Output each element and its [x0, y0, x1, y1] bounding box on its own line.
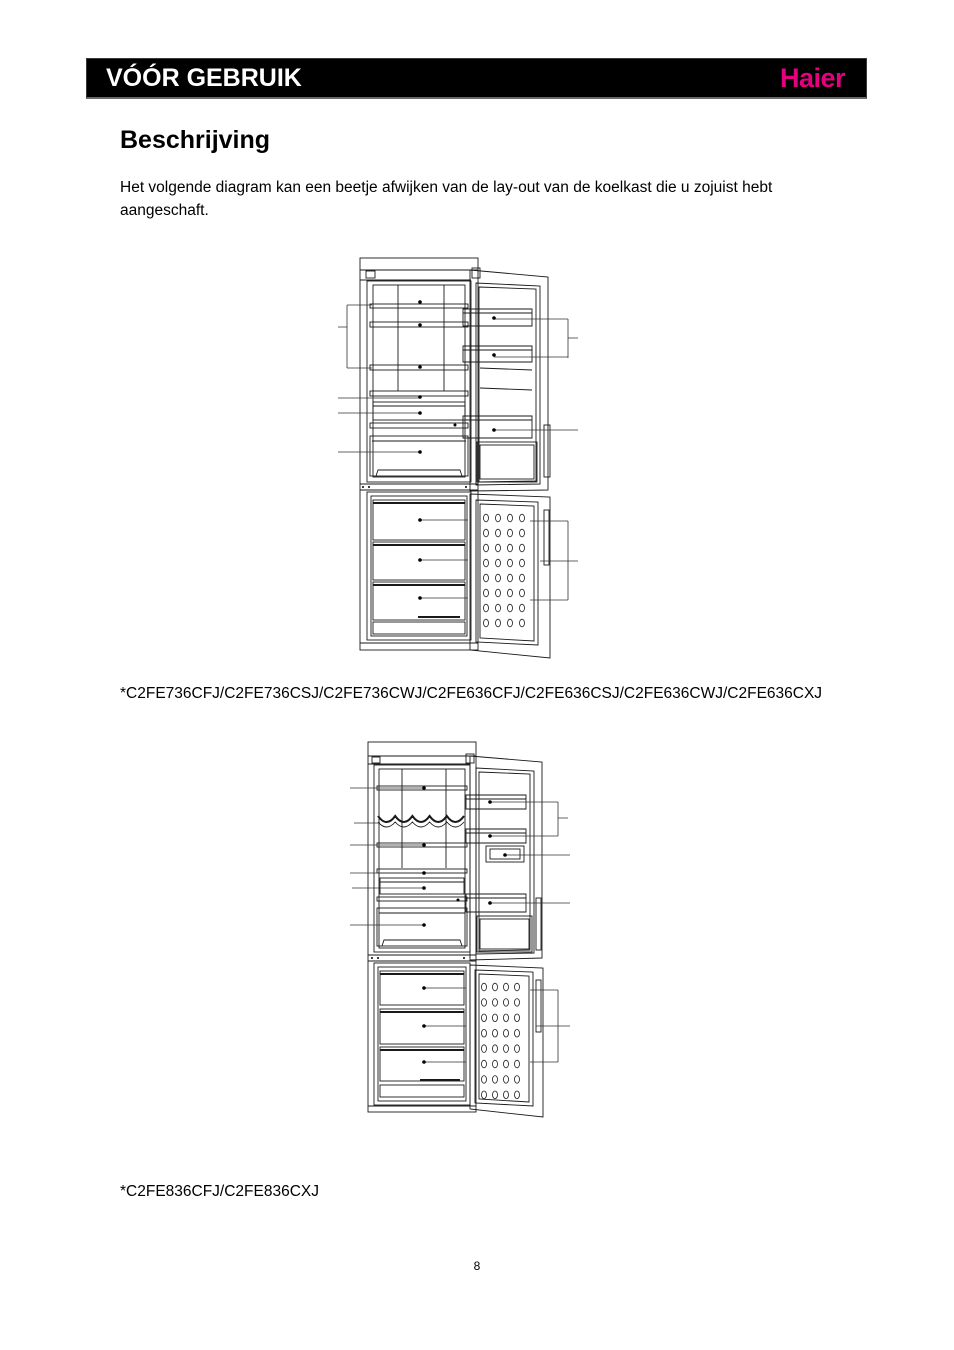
door-panel-oval	[520, 559, 525, 567]
crisper-cover	[370, 423, 468, 428]
door-panel-oval	[515, 999, 520, 1007]
freezer-drawer	[380, 1047, 464, 1081]
cabinet-outline	[360, 258, 478, 650]
door-panel-oval	[484, 559, 489, 567]
crisper-cover	[377, 897, 467, 901]
compartment-divider	[360, 484, 478, 490]
door-panel-oval	[482, 999, 487, 1007]
fridge-cavity	[374, 765, 470, 952]
door-panel-oval	[493, 983, 498, 991]
door-panel-oval	[508, 574, 513, 582]
door-panel-oval	[484, 514, 489, 522]
door-panel-oval	[515, 1091, 520, 1099]
freezer-compartment	[360, 492, 478, 643]
door-panel-oval	[515, 1029, 520, 1037]
freezer-drawer	[380, 1009, 464, 1044]
door-bin	[463, 309, 532, 326]
door-panel-oval	[496, 544, 501, 552]
door-panel-oval	[508, 559, 513, 567]
callout-dots	[422, 786, 507, 1064]
door-panel-oval	[515, 1076, 520, 1084]
door-panel-oval	[504, 1060, 509, 1068]
door-panel-oval	[508, 529, 513, 537]
chiller-drawer	[373, 402, 465, 420]
fridge-diagram-1	[330, 250, 590, 665]
door-panel-oval	[482, 1060, 487, 1068]
freezer-door	[470, 965, 543, 1117]
door-panel-oval	[496, 514, 501, 522]
door-panel-oval	[520, 514, 525, 522]
door-panel-oval	[484, 574, 489, 582]
callout-lines	[350, 788, 570, 1062]
page-number: 8	[473, 1259, 481, 1273]
door-panel-oval	[482, 983, 487, 991]
door-panel-oval	[496, 529, 501, 537]
door-panel-oval	[520, 604, 525, 612]
cabinet-body	[368, 742, 476, 1112]
door-panel-oval	[504, 999, 509, 1007]
glass-shelf	[370, 304, 468, 308]
fridge-shelves	[370, 304, 468, 476]
door-panel-oval	[484, 589, 489, 597]
door-panel-oval	[496, 589, 501, 597]
control-panel	[372, 757, 380, 763]
haier-logo: Haier	[779, 63, 845, 93]
cabinet-outline	[368, 742, 476, 1112]
door-panel-oval	[520, 544, 525, 552]
header-bar	[86, 58, 867, 99]
door-panel-oval	[504, 1029, 509, 1037]
door-panel-oval	[493, 1014, 498, 1022]
door-panel-oval	[496, 574, 501, 582]
door-panel-oval	[496, 604, 501, 612]
figure-caption-2: *C2FE836CFJ/C2FE836CXJ	[120, 1183, 319, 1200]
callout-dots	[418, 300, 496, 600]
freezer-door	[470, 494, 550, 658]
freezer-bottom-drawer	[373, 622, 465, 634]
section-title: Beschrijving	[120, 126, 271, 154]
freezer-door-ovals	[484, 514, 525, 627]
door-panel-oval	[504, 1091, 509, 1099]
door-bin	[463, 346, 532, 362]
hinge	[472, 268, 480, 278]
intro-paragraph: Het volgende diagram kan een beetje afwijken van de lay-out van de koelkast die u zojuist hebt aangeschaft.	[120, 179, 773, 219]
door-panel-oval	[482, 1091, 487, 1099]
door-panel-oval	[484, 619, 489, 627]
freezer-drawer	[373, 582, 465, 620]
door-panel-oval	[520, 574, 525, 582]
fridge-door	[466, 756, 542, 960]
chiller-drawer	[380, 878, 464, 894]
door-panel-oval	[520, 529, 525, 537]
door-panel-oval	[482, 1045, 487, 1053]
door-panel-oval	[508, 604, 513, 612]
glass-shelf	[377, 869, 467, 873]
control-panel	[366, 271, 375, 278]
door-panel-oval	[508, 514, 513, 522]
door-panel-oval	[493, 1045, 498, 1053]
door-panel-oval	[493, 1029, 498, 1037]
door-panel-oval	[515, 983, 520, 991]
door-panel-oval	[508, 619, 513, 627]
fridge-door	[463, 270, 550, 491]
door-panel-oval	[504, 983, 509, 991]
door-panel-oval	[493, 1060, 498, 1068]
door-panel-oval	[484, 544, 489, 552]
door-panel-oval	[508, 544, 513, 552]
door-panel-oval	[482, 1029, 487, 1037]
door-panel-oval	[520, 619, 525, 627]
door-panel-oval	[504, 1014, 509, 1022]
freezer-door-handle	[544, 510, 549, 565]
door-handle	[544, 425, 550, 477]
door-panel-oval	[493, 1076, 498, 1084]
freezer-compartment	[368, 963, 476, 1106]
door-panel-oval	[496, 559, 501, 567]
door-panel-oval	[484, 604, 489, 612]
door-panel-oval	[515, 1045, 520, 1053]
cabinet-body	[360, 258, 480, 650]
freezer-door-ovals	[482, 983, 520, 1098]
door-panel-oval	[504, 1045, 509, 1053]
fridge-diagram-2	[340, 735, 580, 1125]
chapter-title: VÓÓR GEBRUIK	[106, 64, 302, 92]
glass-shelf	[370, 391, 468, 396]
freezer-door-handle	[536, 980, 541, 1032]
door-panel-oval	[508, 589, 513, 597]
door-panel-oval	[484, 529, 489, 537]
door-panel-oval	[482, 1014, 487, 1022]
callout-lines	[338, 305, 578, 600]
compartment-divider	[368, 955, 476, 961]
door-panel-oval	[504, 1076, 509, 1084]
door-panel-oval	[515, 1060, 520, 1068]
fridge-shelves	[377, 786, 467, 946]
door-panel-oval	[482, 1076, 487, 1084]
door-panel-oval	[493, 999, 498, 1007]
door-panel-oval	[493, 1091, 498, 1099]
door-panel-oval	[520, 589, 525, 597]
door-panel-oval	[515, 1014, 520, 1022]
wine-rack	[378, 816, 464, 822]
freezer-bottom-drawer	[380, 1085, 464, 1097]
door-bin-bottle	[463, 416, 532, 438]
door-handle	[536, 898, 541, 950]
door-panel-oval	[496, 619, 501, 627]
figure-caption-1: *C2FE736CFJ/C2FE736CSJ/C2FE736CWJ/C2FE636CFJ/C2FE636CSJ/C2FE636CWJ/C2FE636CXJ	[120, 685, 823, 702]
